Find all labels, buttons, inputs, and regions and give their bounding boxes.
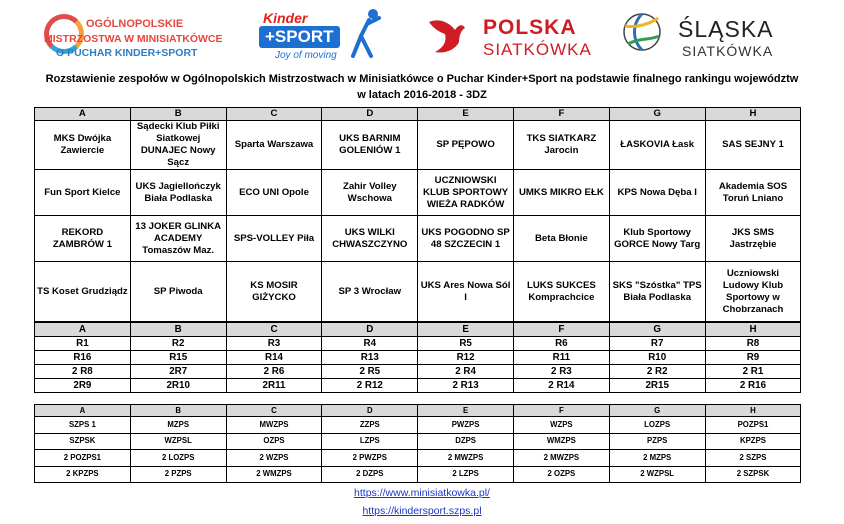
ompks-logo-line1: OGÓLNOPOLSKIE xyxy=(86,18,184,30)
region-cell: WZPSL xyxy=(130,433,226,450)
seed-cell: 2R10 xyxy=(130,379,226,393)
seed-cell: R12 xyxy=(418,351,514,365)
table-row xyxy=(35,433,801,450)
team-cell: ŁASKOVIA Łask xyxy=(609,121,705,170)
region-cell: 2 PZPS xyxy=(130,466,226,483)
eagle-icon xyxy=(425,14,467,56)
table-row xyxy=(35,337,801,351)
slaska-siatkowka-logo xyxy=(622,10,787,62)
group-header: G xyxy=(609,108,705,121)
region-cell: 2 LOZPS xyxy=(130,450,226,467)
team-cell: 13 JOKER GLINKA ACADEMY Tomaszów Maz. xyxy=(130,216,226,262)
region-cell: 2 SZPS xyxy=(705,450,801,467)
seed-cell: 2 R8 xyxy=(35,365,131,379)
table-row xyxy=(35,262,801,322)
seed-cell: 2 R12 xyxy=(322,379,418,393)
group-header: C xyxy=(226,405,322,417)
group-header: H xyxy=(705,108,801,121)
group-header: D xyxy=(322,108,418,121)
region-cell: SZPS 1 xyxy=(35,417,131,434)
links-footer xyxy=(0,484,844,520)
regions-table xyxy=(34,404,801,483)
team-cell: UKS WILKI CHWASZCZYNO xyxy=(322,216,418,262)
seed-cell: 2 R16 xyxy=(705,379,801,393)
region-cell: MZPS xyxy=(130,417,226,434)
volleyball-icon xyxy=(622,12,662,52)
region-cell: WMZPS xyxy=(513,433,609,450)
polska-logo-line1: POLSKA xyxy=(483,16,577,39)
team-cell: SKS "Szóstka" TPS Biała Podlaska xyxy=(609,262,705,322)
group-header: F xyxy=(513,405,609,417)
team-cell: Akademia SOS Toruń Lniano xyxy=(705,170,801,216)
team-cell: MKS Dwójka Zawiercie xyxy=(35,121,131,170)
seeding-table xyxy=(34,322,801,393)
region-cell: SZPSK xyxy=(35,433,131,450)
team-cell: KS MOSIR GIŻYCKO xyxy=(226,262,322,322)
seed-cell: R7 xyxy=(609,337,705,351)
group-header: G xyxy=(609,323,705,337)
regions-header-row xyxy=(35,405,801,417)
seed-cell: 2 R2 xyxy=(609,365,705,379)
team-cell: KPS Nowa Dęba I xyxy=(609,170,705,216)
group-header: F xyxy=(513,323,609,337)
kinder-brand-text: Kinder xyxy=(263,10,308,26)
kinder-sport-text: +SPORT xyxy=(259,26,340,48)
group-header: C xyxy=(226,323,322,337)
region-cell: PWZPS xyxy=(418,417,514,434)
seed-cell: 2 R4 xyxy=(418,365,514,379)
table-row xyxy=(35,466,801,483)
region-cell: 2 WZPS xyxy=(226,450,322,467)
teams-table xyxy=(34,107,801,322)
region-cell: PZPS xyxy=(609,433,705,450)
seed-cell: R3 xyxy=(226,337,322,351)
group-header: A xyxy=(35,108,131,121)
player-figure-icon xyxy=(347,8,383,60)
region-cell: POZPS1 xyxy=(705,417,801,434)
region-cell: 2 PWZPS xyxy=(322,450,418,467)
team-cell: UKS Ares Nowa Sól I xyxy=(418,262,514,322)
seed-cell: R14 xyxy=(226,351,322,365)
region-cell: 2 POZPS1 xyxy=(35,450,131,467)
region-cell: 2 WZPSL xyxy=(609,466,705,483)
group-header: H xyxy=(705,323,801,337)
team-cell: TS Koset Grudziądz xyxy=(35,262,131,322)
seed-cell: 2R7 xyxy=(130,365,226,379)
region-cell: WZPS xyxy=(513,417,609,434)
team-cell: ECO UNI Opole xyxy=(226,170,322,216)
region-cell: 2 KPZPS xyxy=(35,466,131,483)
seed-cell: R15 xyxy=(130,351,226,365)
team-cell: UMKS MIKRO EŁK xyxy=(513,170,609,216)
region-cell: LOZPS xyxy=(609,417,705,434)
seeding-header-row xyxy=(35,323,801,337)
ompks-logo-line3: O PUCHAR KINDER+SPORT xyxy=(56,47,198,59)
team-cell: SAS SEJNY 1 xyxy=(705,121,801,170)
group-header: H xyxy=(705,405,801,417)
team-cell: Klub Sportowy GORCE Nowy Targ xyxy=(609,216,705,262)
group-header: A xyxy=(35,405,131,417)
page-title-line2: w latach 2016-2018 - 3DZ xyxy=(357,89,487,101)
table-row xyxy=(35,121,801,170)
seed-cell: R5 xyxy=(418,337,514,351)
region-cell: 2 MWZPS xyxy=(513,450,609,467)
team-cell: UKS POGODNO SP 48 SZCZECIN 1 xyxy=(418,216,514,262)
polska-siatkowka-logo xyxy=(425,10,595,62)
team-cell: UKS BARNIM GOLENIÓW 1 xyxy=(322,121,418,170)
team-cell: UKS Jagiellończyk Biała Podlaska xyxy=(130,170,226,216)
region-cell: 2 OZPS xyxy=(513,466,609,483)
region-cell: 2 LZPS xyxy=(418,466,514,483)
group-header: D xyxy=(322,323,418,337)
region-cell: 2 MZPS xyxy=(609,450,705,467)
team-cell: TKS SIATKARZ Jarocin xyxy=(513,121,609,170)
team-cell: Fun Sport Kielce xyxy=(35,170,131,216)
teams-header-row xyxy=(35,108,801,121)
group-header: B xyxy=(130,323,226,337)
seed-cell: 2 R1 xyxy=(705,365,801,379)
team-cell: JKS SMS Jastrzębie xyxy=(705,216,801,262)
team-cell: SP 3 Wrocław xyxy=(322,262,418,322)
table-row xyxy=(35,379,801,393)
seed-cell: 2 R14 xyxy=(513,379,609,393)
group-header: E xyxy=(418,108,514,121)
group-header: D xyxy=(322,405,418,417)
group-header: G xyxy=(609,405,705,417)
table-row xyxy=(35,365,801,379)
seed-cell: R4 xyxy=(322,337,418,351)
seed-cell: R11 xyxy=(513,351,609,365)
seed-cell: R13 xyxy=(322,351,418,365)
seed-cell: R10 xyxy=(609,351,705,365)
ompks-logo-line2: MISTRZOSTWA W MINISIATKÓWCE xyxy=(44,33,223,45)
page-title-line1: Rozstawienie zespołów w Ogólnopolskich Mistrzostwach w Minisiatkówce o Puchar Kinder+Sport na podstawie finalnego rankingu województw xyxy=(45,73,799,85)
team-cell: SPS-VOLLEY Piła xyxy=(226,216,322,262)
team-cell: Sądecki Klub Piłki Siatkowej DUNAJEC Nowy Sącz xyxy=(130,121,226,170)
slaska-logo-line2: SIATKÓWKA xyxy=(682,43,774,59)
seed-cell: R16 xyxy=(35,351,131,365)
seed-cell: 2 R3 xyxy=(513,365,609,379)
group-header: E xyxy=(418,405,514,417)
team-cell: Sparta Warszawa xyxy=(226,121,322,170)
team-cell: SP PĘPOWO xyxy=(418,121,514,170)
seed-cell: R1 xyxy=(35,337,131,351)
region-cell: DZPS xyxy=(418,433,514,450)
minisiatkowka-link[interactable]: https://www.minisiatkowka.pl/ xyxy=(354,487,490,499)
group-header: B xyxy=(130,108,226,121)
team-cell: SP Piwoda xyxy=(130,262,226,322)
region-cell: 2 WMZPS xyxy=(226,466,322,483)
region-cell: LZPS xyxy=(322,433,418,450)
group-header: C xyxy=(226,108,322,121)
seed-cell: 2 R6 xyxy=(226,365,322,379)
team-cell: Beta Błonie xyxy=(513,216,609,262)
kindersport-link[interactable]: https://kindersport.szps.pl xyxy=(362,505,482,517)
group-header: F xyxy=(513,108,609,121)
kinder-tagline: Joy of moving xyxy=(275,50,337,61)
team-cell: LUKS SUKCES Komprachcice xyxy=(513,262,609,322)
table-row xyxy=(35,417,801,434)
table-row xyxy=(35,170,801,216)
seed-cell: R2 xyxy=(130,337,226,351)
seed-cell: R6 xyxy=(513,337,609,351)
kinder-sport-logo xyxy=(253,8,393,66)
seed-cell: 2R9 xyxy=(35,379,131,393)
table-row xyxy=(35,216,801,262)
team-cell: Zahir Volley Wschowa xyxy=(322,170,418,216)
group-header: A xyxy=(35,323,131,337)
seed-cell: 2R15 xyxy=(609,379,705,393)
team-cell: Uczniowski Ludowy Klub Sportowy w Chobrzanach xyxy=(705,262,801,322)
team-cell: REKORD ZAMBRÓW 1 xyxy=(35,216,131,262)
region-cell: 2 SZPSK xyxy=(705,466,801,483)
table-row xyxy=(35,351,801,365)
region-cell: OZPS xyxy=(226,433,322,450)
region-cell: 2 MWZPS xyxy=(418,450,514,467)
logos-bar xyxy=(0,0,844,68)
group-header: E xyxy=(418,323,514,337)
polska-logo-line2: SIATKÓWKA xyxy=(483,40,592,59)
group-header: B xyxy=(130,405,226,417)
seed-cell: R8 xyxy=(705,337,801,351)
region-cell: MWZPS xyxy=(226,417,322,434)
region-cell: KPZPS xyxy=(705,433,801,450)
region-cell: 2 DZPS xyxy=(322,466,418,483)
ompks-logo xyxy=(44,12,234,64)
seed-cell: 2 R13 xyxy=(418,379,514,393)
team-cell: UCZNIOWSKI KLUB SPORTOWY WIEŻA RADKÓW xyxy=(418,170,514,216)
seed-cell: 2R11 xyxy=(226,379,322,393)
table-row xyxy=(35,450,801,467)
seed-cell: 2 R5 xyxy=(322,365,418,379)
seed-cell: R9 xyxy=(705,351,801,365)
region-cell: ZZPS xyxy=(322,417,418,434)
slaska-logo-line1: ŚLĄSKA xyxy=(678,16,774,42)
page-title xyxy=(0,71,844,103)
